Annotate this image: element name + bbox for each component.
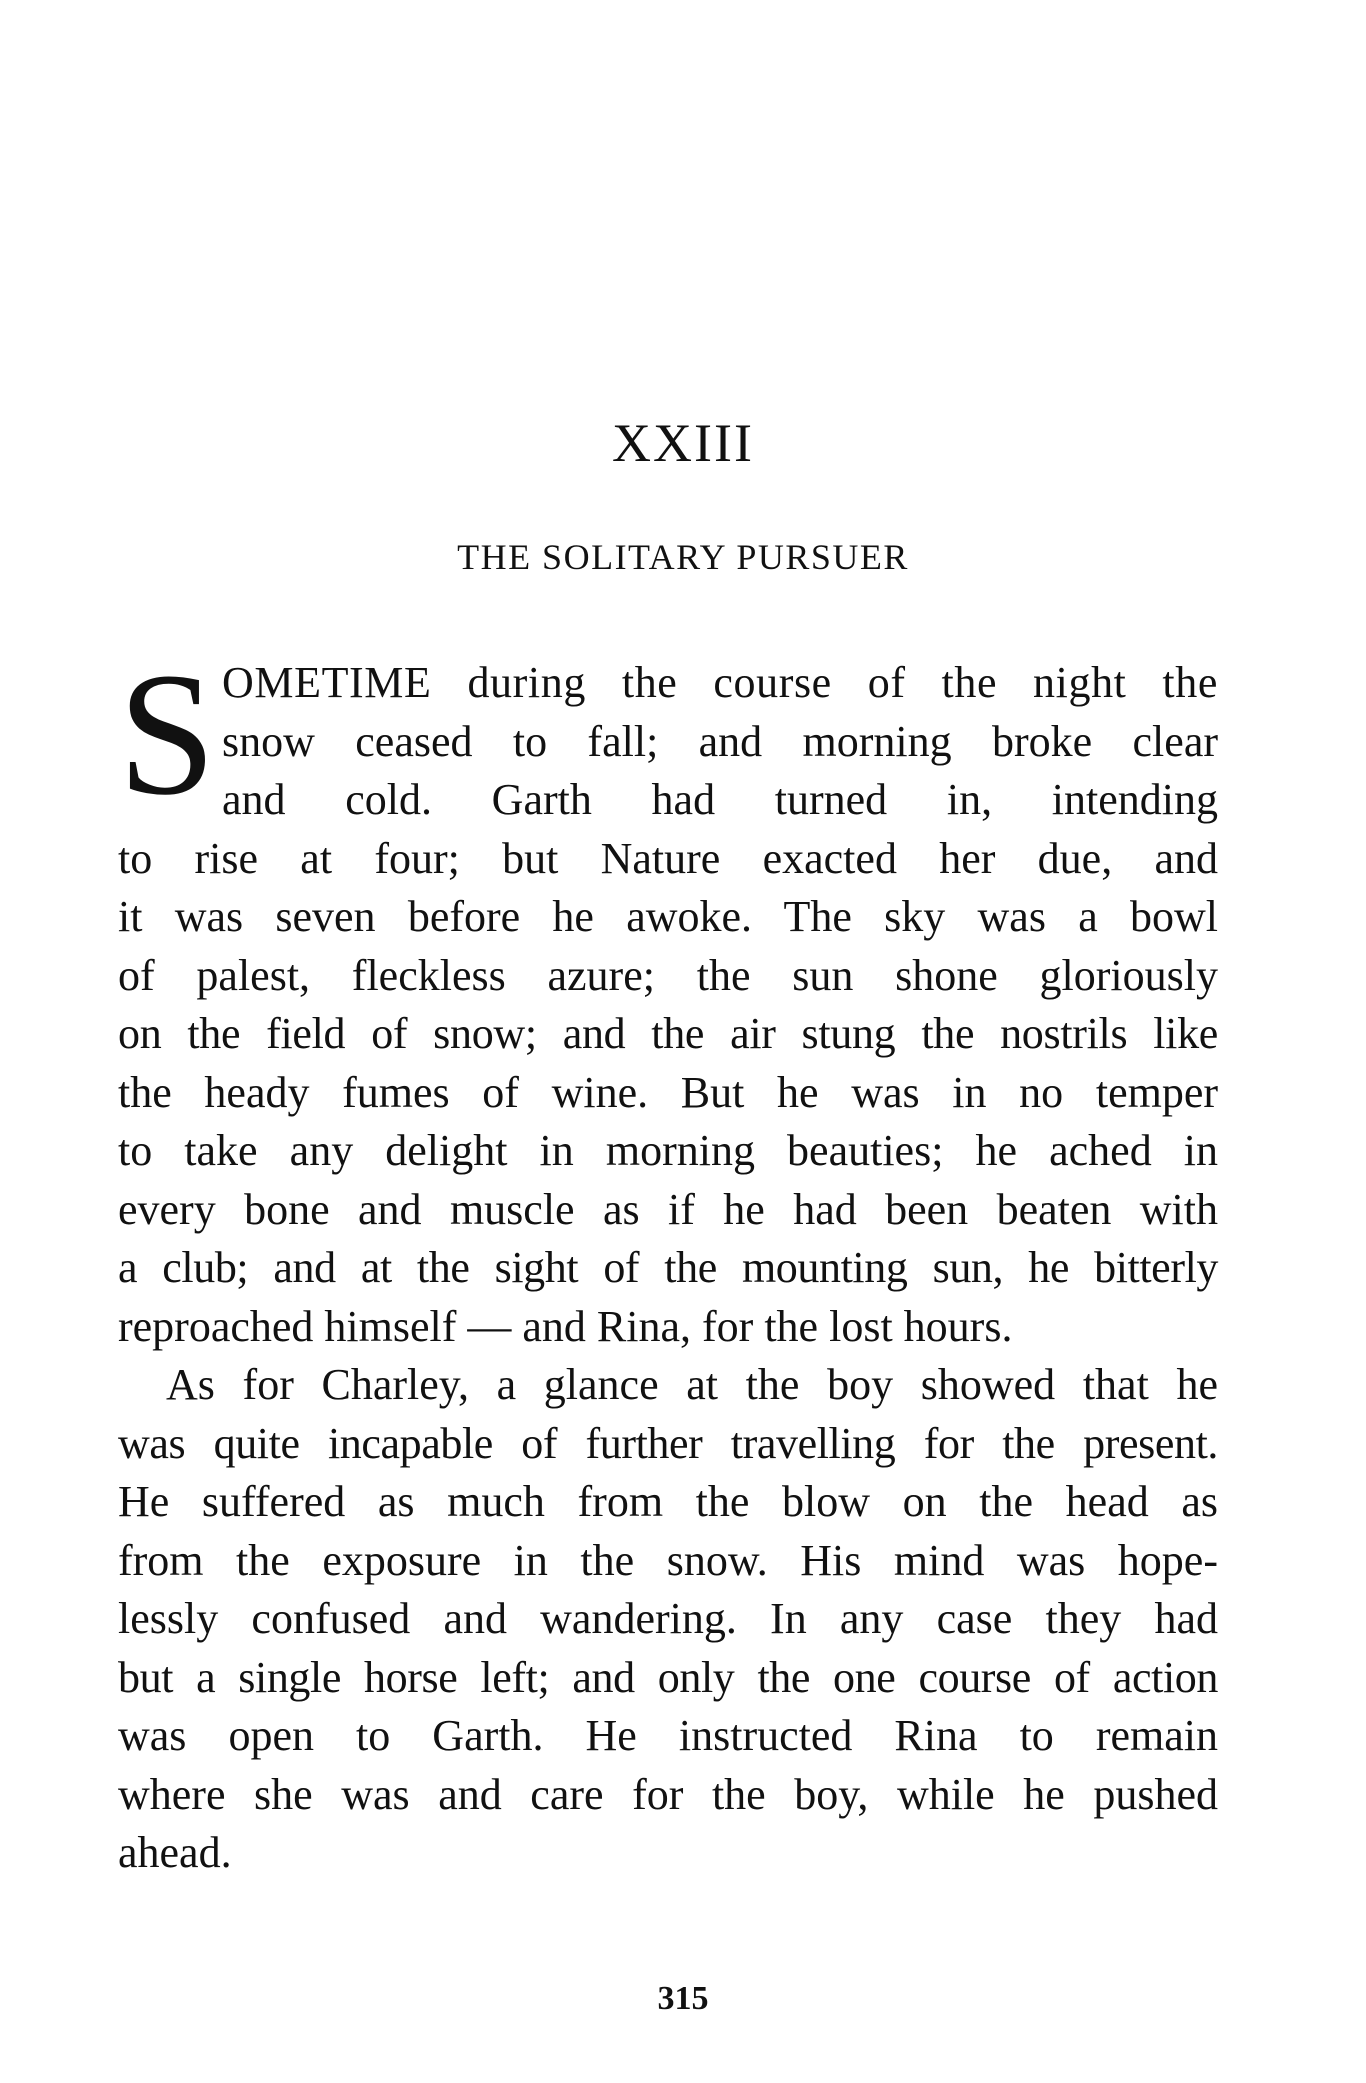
chapter-title: THE SOLITARY PURSUER xyxy=(457,537,909,577)
paragraph-line: lessly confused and wandering. In any case they had xyxy=(118,1594,1218,1643)
paragraph-line: snow ceased to fall; and morning broke clear xyxy=(222,716,1218,766)
paragraph-line: OMETIME during the course of the night the xyxy=(222,658,1218,707)
paragraph-line: from the exposure in the snow. His mind was hope- xyxy=(118,1535,1218,1585)
paragraph-line: the heady fumes of wine. But he was in no temper xyxy=(118,1067,1218,1117)
chapter-number: XXIII xyxy=(612,413,754,473)
page-number: 315 xyxy=(657,1980,709,2017)
paragraph-2 xyxy=(118,1356,1218,1883)
paragraph-line: reproached himself — and Rina, for the lost hours. xyxy=(118,1301,1013,1351)
paragraph-line: a club; and at the sight of the mounting sun, he bitterly xyxy=(118,1243,1218,1292)
paragraph-line: but a single horse left; and only the one course of action xyxy=(118,1652,1218,1702)
paragraph-1 xyxy=(118,637,1218,1356)
paragraph-line: on the field of snow; and the air stung the nostrils like xyxy=(118,1009,1218,1058)
paragraph-line: was quite incapable of further travelling for the present. xyxy=(118,1418,1218,1468)
paragraph-line: every bone and muscle as if he had been beaten with xyxy=(118,1184,1218,1234)
paragraph-line: to take any delight in morning beauties; he ached in xyxy=(118,1126,1218,1175)
paragraph-line: it was seven before he awoke. The sky was a bowl xyxy=(118,892,1218,941)
paragraph-line: As for Charley, a glance at the boy showed that he xyxy=(166,1360,1218,1409)
paragraph-line: ahead. xyxy=(118,1828,232,1877)
paragraph-line: of palest, fleckless azure; the sun shone gloriously xyxy=(118,950,1218,1000)
paragraph-line: to rise at four; but Nature exacted her due, and xyxy=(118,833,1218,883)
drop-cap-letter: S xyxy=(118,637,216,832)
paragraph-line: where she was and care for the boy, while he pushed xyxy=(118,1769,1218,1819)
paragraph-line: He suffered as much from the blow on the head as xyxy=(118,1477,1218,1526)
paragraph-line: and cold. Garth had turned in, intending xyxy=(222,775,1218,824)
paragraph-line: was open to Garth. He instructed Rina to remain xyxy=(118,1711,1218,1760)
